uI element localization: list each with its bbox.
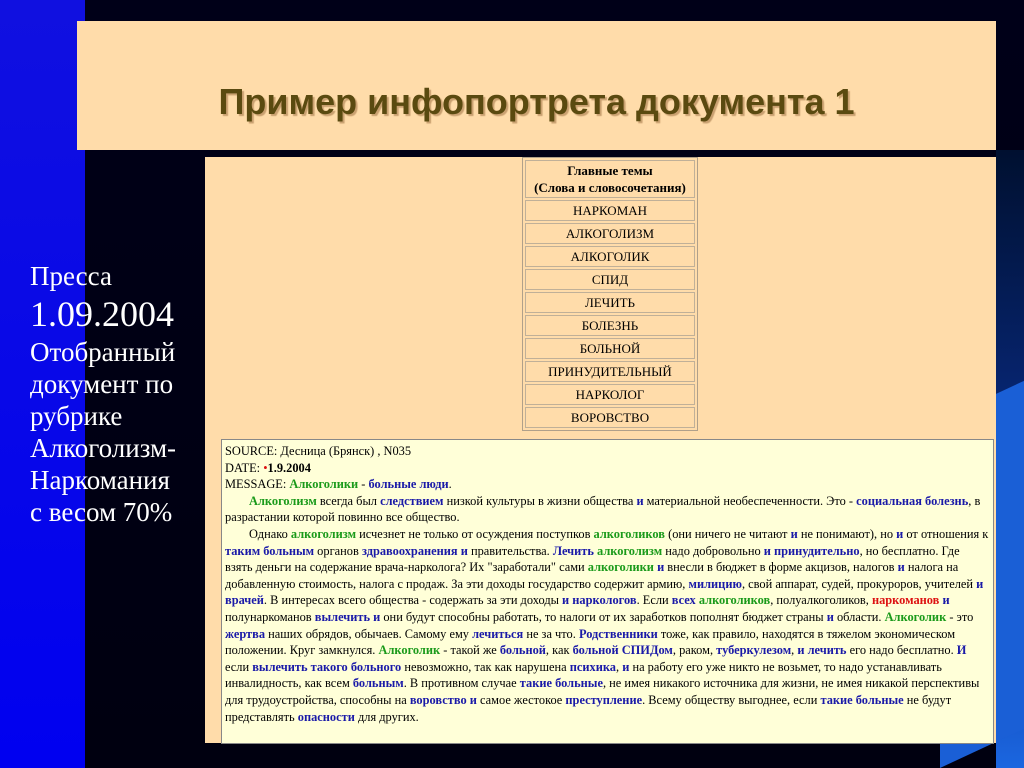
message-fragment: всегда был xyxy=(316,493,381,508)
theme-cell: СПИД xyxy=(525,269,695,290)
message-fragment: , как xyxy=(545,643,573,658)
message-fragment: низкой культуры в жизни общества xyxy=(443,493,637,508)
message-fragment: . Всему обществу выгоднее, если xyxy=(642,692,821,707)
keyword-term: милицию xyxy=(688,576,742,591)
slide-title: Пример инфопортрета документа 1 xyxy=(218,81,855,122)
keyword-term: и xyxy=(763,543,771,558)
caption-line: Отобранный xyxy=(30,337,176,367)
keyword-term: психика xyxy=(569,659,616,674)
caption-date: 1.09.2004 xyxy=(30,294,174,334)
message-fragment: его надо бесплатно. xyxy=(846,643,957,658)
message-fragment: материальной необеспеченности. Это - xyxy=(643,493,857,508)
title-banner xyxy=(77,21,996,150)
keyword-term: социальная болезнь xyxy=(856,493,969,508)
message-label: MESSAGE: xyxy=(225,477,290,492)
theme-cell: БОЛЕЗНЬ xyxy=(525,315,695,336)
message-fragment: внесли в бюджет в форме акцизов, налогов xyxy=(664,560,898,575)
keyword-term: Родственники xyxy=(578,626,658,641)
keyword-term: и xyxy=(622,659,630,674)
table-row xyxy=(525,384,695,405)
theme-cell: НАРКОМАН xyxy=(525,200,695,221)
themes-header-title: Главные темы xyxy=(567,163,653,178)
keyword-term: и врачей xyxy=(225,576,984,608)
caption-press: Пресса xyxy=(30,261,112,291)
message-body xyxy=(225,476,990,725)
keyword-term: и xyxy=(826,609,834,624)
message-fragment: . В противном случае xyxy=(403,676,520,691)
message-fragment: (они ничего не читают xyxy=(664,526,791,541)
message-fragment: - это xyxy=(946,609,974,624)
message-fragment: исчезнет не только от осуждения поступков xyxy=(356,526,594,541)
table-row xyxy=(525,246,695,267)
keyword-alcohol: Алкоголизм xyxy=(249,493,317,508)
keyword-term: туберкулезом xyxy=(716,643,792,658)
message-fragment: органов xyxy=(314,543,362,558)
caption-line: документ по xyxy=(30,369,174,399)
keyword-term: всех xyxy=(671,593,696,608)
table-row xyxy=(525,223,695,244)
caption-line: Алкоголизм- xyxy=(30,433,177,463)
table-row xyxy=(525,269,695,290)
message-fragment: , раком, xyxy=(672,643,717,658)
keyword-term: такие больные xyxy=(820,692,904,707)
message-fragment: налога на добавленную стоимость, налога с продаж. За эти доходы государство содержит армию, xyxy=(225,560,959,591)
keyword-term: преступление xyxy=(565,692,643,707)
keyword-term: больной СПИДом xyxy=(572,643,673,658)
keyword-term: Лечить xyxy=(552,543,594,558)
keyword-term: вылечить такого больного xyxy=(252,659,402,674)
keyword-term: здравоохранения и xyxy=(361,543,468,558)
message-text xyxy=(225,477,988,723)
themes-header-subtitle: (Слова и словосочетания) xyxy=(534,180,686,195)
message-fragment: , xyxy=(791,643,798,658)
message-fragment: тоже, как правило, находятся в тяжелом экономическом положении. Круг замкнулся. xyxy=(225,626,956,658)
date-value: 1.9.2004 xyxy=(267,460,311,475)
keyword-term: и xyxy=(657,560,665,575)
main-themes-table xyxy=(522,157,698,431)
theme-cell: ПРИНУДИТЕЛЬНЫЙ xyxy=(525,361,695,382)
theme-cell: ВОРОВСТВО xyxy=(525,407,695,428)
message-fragment: . В интересах всего общества - содержать за эти доходы xyxy=(263,593,563,608)
theme-cell: АЛКОГОЛИК xyxy=(525,246,695,267)
table-row xyxy=(525,361,695,382)
message-fragment: для других. xyxy=(354,709,419,724)
table-row xyxy=(525,338,695,359)
date-line xyxy=(225,460,990,477)
keyword-alcohol: Алкоголик xyxy=(378,643,441,658)
caption-weight: с весом 70% xyxy=(30,497,173,527)
message-fragment: области. xyxy=(833,609,885,624)
keyword-term: и xyxy=(790,526,798,541)
table-row xyxy=(525,315,695,336)
message-fragment: невозможно, так как нарушена xyxy=(401,659,570,674)
theme-cell: ЛЕЧИТЬ xyxy=(525,292,695,313)
message-fragment: самое жестокое xyxy=(476,692,566,707)
date-label: DATE: xyxy=(225,460,264,475)
keyword-term: и xyxy=(942,593,950,608)
message-fragment: они будут способны работать, то налоги от их заработков пополнят бюджет страны xyxy=(380,609,827,624)
message-fragment: , не имея никакого источника для жизни, не имея никакой перспективы для трудоустройства, способны на xyxy=(225,676,980,707)
message-fragment: правительства. xyxy=(467,543,553,558)
keyword-term: такие больные xyxy=(519,676,603,691)
caption-line: рубрике xyxy=(30,401,123,431)
theme-cell: НАРКОЛОГ xyxy=(525,384,695,405)
message-fragment: не будут представлять xyxy=(225,692,952,724)
caption-line: Наркомания xyxy=(30,465,170,495)
message-fragment: наших обрядов, обычаев. Самому ему xyxy=(265,626,473,641)
keyword-term: и лечить xyxy=(797,643,847,658)
message-fragment: на работу его уже никто не возьмет, то надо устанавливать инвалидность, как всем xyxy=(225,659,942,691)
keyword-alcohol: алкоголизм xyxy=(597,543,663,558)
keyword-alcohol: Алкоголики xyxy=(289,477,359,492)
keyword-term: больным xyxy=(352,676,404,691)
keyword-term: жертва xyxy=(225,626,266,641)
themes-header xyxy=(525,160,695,198)
keyword-term: и наркологов xyxy=(562,593,637,608)
message-fragment: , в разрастании которой повинно все общество. xyxy=(225,493,981,525)
theme-cell: БОЛЬНОЙ xyxy=(525,338,695,359)
message-fragment: - такой же xyxy=(440,643,500,658)
message-fragment: не за что. xyxy=(523,626,579,641)
keyword-term: И xyxy=(956,643,967,658)
message-fragment: , xyxy=(616,659,623,674)
keyword-term: больной xyxy=(499,643,546,658)
keyword-alcohol: алкоголиков xyxy=(593,526,665,541)
keyword-term: таким больным xyxy=(225,543,315,558)
theme-cell: АЛКОГОЛИЗМ xyxy=(525,223,695,244)
message-fragment: если xyxy=(225,659,253,674)
date-marker: • xyxy=(263,460,268,475)
source-label: SOURCE: xyxy=(225,444,278,458)
document-text-box xyxy=(221,439,994,744)
keyword-term: больные люди xyxy=(368,477,449,492)
message-fragment: - xyxy=(358,477,369,492)
message-fragment: , полуалкоголиков, xyxy=(770,593,872,608)
keyword-term: воровство и xyxy=(409,692,477,707)
source-value: Десница (Брянск) , N035 xyxy=(277,444,412,458)
message-fragment: , но бесплатно. Где взять деньги на содержание врача-нарколога? Их "заработали" сами xyxy=(225,543,960,575)
message-fragment: Однако xyxy=(249,526,291,541)
keyword-term: и xyxy=(897,560,905,575)
table-row xyxy=(525,200,695,221)
keyword-term: вылечить и xyxy=(314,609,381,624)
keyword-alcohol: алкоголики xyxy=(587,560,654,575)
message-fragment: . xyxy=(448,477,452,492)
keyword-term: следствием xyxy=(380,493,444,508)
keyword-alcohol: алкоголиков xyxy=(698,593,771,608)
table-row xyxy=(525,292,695,313)
message-fragment: . Если xyxy=(636,593,672,608)
left-caption xyxy=(30,260,200,528)
message-fragment: полунаркоманов xyxy=(225,609,315,624)
keyword-term: опасности xyxy=(297,709,355,724)
message-fragment: , свой аппарат, судей, прокуроров, учителей xyxy=(741,576,977,591)
keyword-alcohol: Алкоголик xyxy=(884,609,947,624)
keyword-term: и xyxy=(636,493,644,508)
message-fragment: от отношения к xyxy=(903,526,989,541)
table-row xyxy=(525,407,695,428)
keyword-term: и xyxy=(896,526,904,541)
message-fragment: не понимают), но xyxy=(797,526,897,541)
message-fragment: надо добровольно xyxy=(662,543,764,558)
keyword-term: лечиться xyxy=(472,626,524,641)
source-line xyxy=(225,443,990,460)
keyword-narcotic: наркоманов xyxy=(871,593,940,608)
keyword-term: принудительно xyxy=(774,543,860,558)
themes-header-row xyxy=(525,160,695,198)
keyword-alcohol: алкоголизм xyxy=(290,526,357,541)
